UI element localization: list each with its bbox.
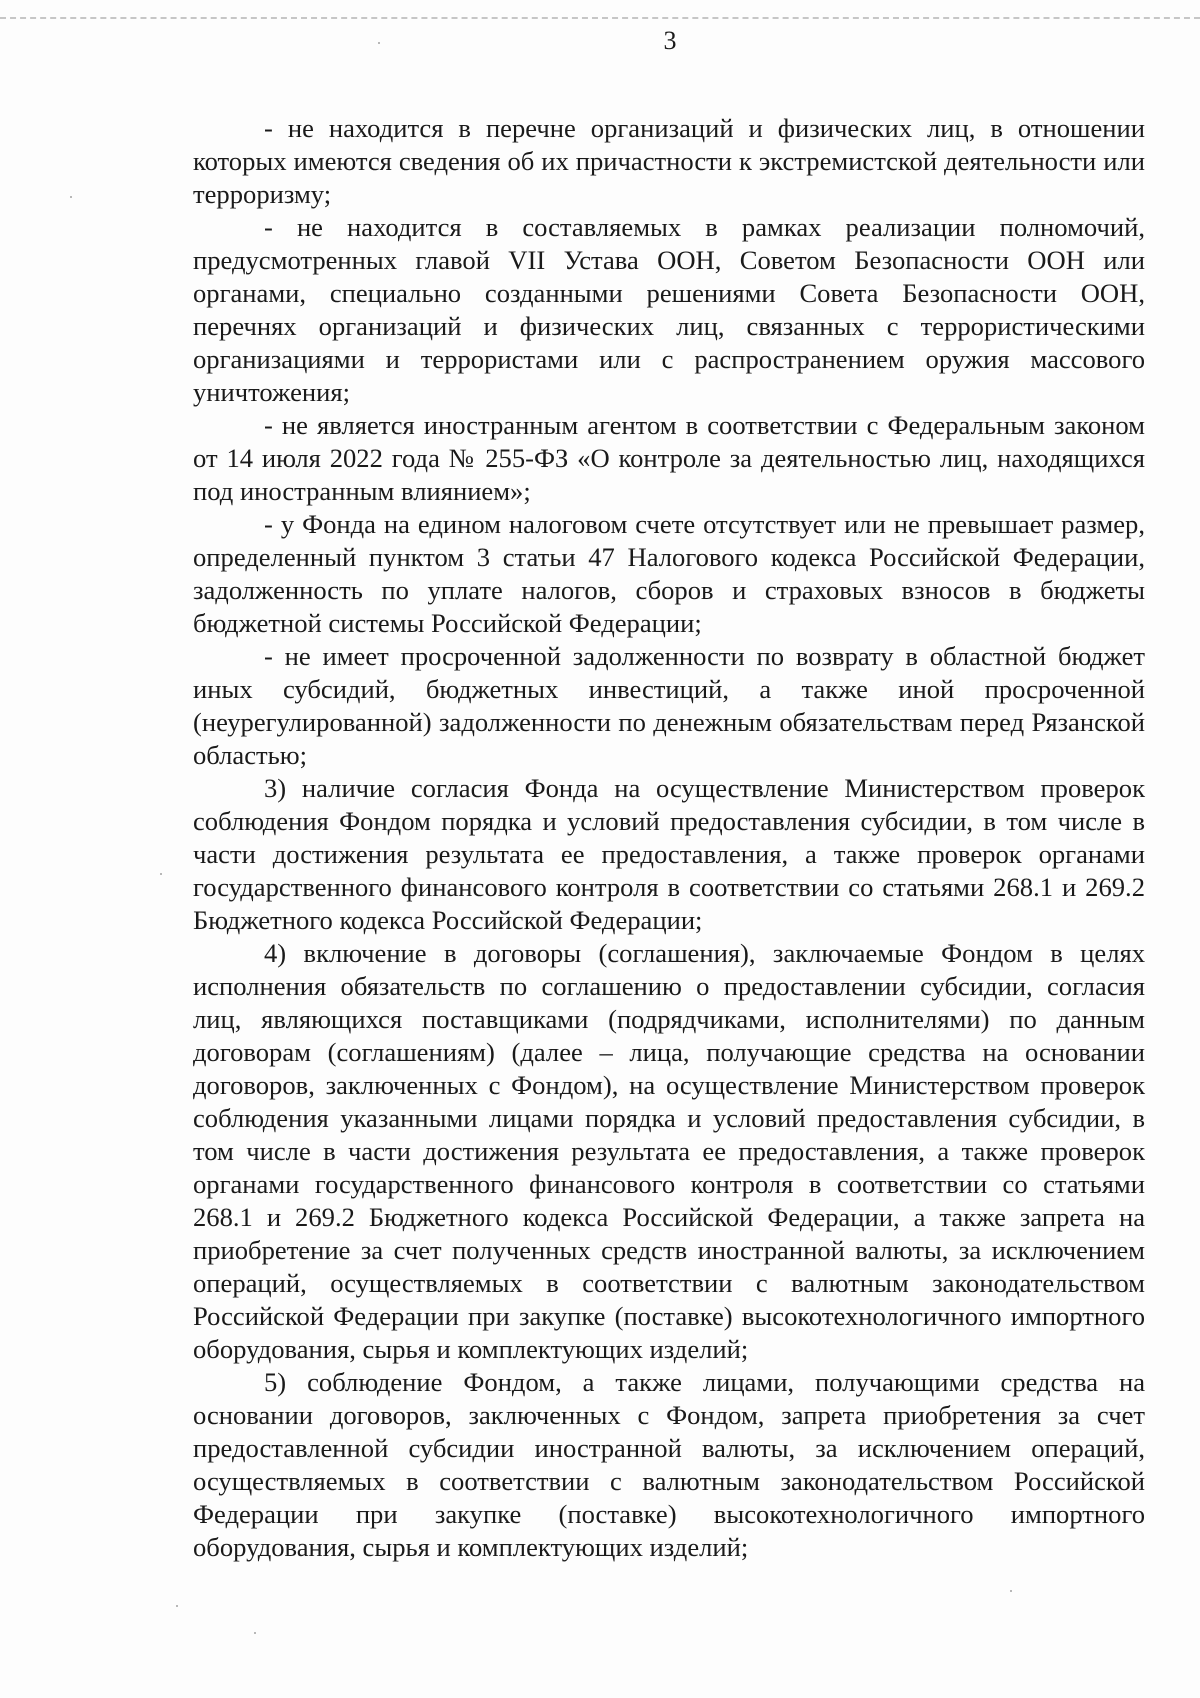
document-body	[193, 112, 1145, 1564]
paragraph-overdue-debt: - не имеет просроченной задолженности по возврату в областной бюджет иных субсидий, бюджетных инвестиций, а также иной просроченной (неурегулированной) задолженности по денежным обязательствам перед Рязанской областью;	[193, 641, 1145, 770]
paragraph-extremism-list: - не находится в перечне организаций и физических лиц, в отношении которых имеются сведения об их причастности к экстремистской деятельности или терроризму;	[193, 113, 1145, 209]
scan-speck	[254, 1632, 256, 1634]
scan-speck	[1010, 1590, 1012, 1592]
scan-speck	[160, 873, 162, 875]
scan-speck	[70, 196, 72, 198]
paragraph-item-5: 5) соблюдение Фондом, а также лицами, получающими средства на основании договоров, заключенных с Фондом, запрета приобретения за счет предоставленной субсидии иностранной валюты, за исключением операций, осуществляемых в соответствии с валютным законодательством Российской Федерации при закупке (поставке) высокотехнологичного импортного оборудования, сырья и комплектующих изделий;	[193, 1367, 1145, 1562]
page-number: 3	[663, 26, 677, 55]
paragraph-item-4: 4) включение в договоры (соглашения), заключаемые Фондом в целях исполнения обязательств по соглашению о предоставлении субсидии, согласия лиц, являющихся поставщиками (подрядчиками, исполнителями) по данным договорам (соглашениям) (далее – лица, получающие средства на основании договоров, заключенных с Фондом), на осуществление Министерством проверок соблюдения указанными лицами порядка и условий предоставления субсидии, в том числе в части достижения результата ее предоставления, а также проверок органами государственного финансового контроля в соответствии со статьями 268.1 и 269.2 Бюджетного кодекса Российской Федерации, а также запрета на приобретение за счет полученных средств иностранной валюты, за исключением операций, осуществляемых в соответствии с валютным законодательством Российской Федерации при закупке (поставке) высокотехнологичного импортного оборудования, сырья и комплектующих изделий;	[193, 938, 1145, 1364]
paragraph-tax-debt: - у Фонда на едином налоговом счете отсутствует или не превышает размер, определенный пунктом 3 статьи 47 Налогового кодекса Российской Федерации, задолженность по уплате налогов, сборов и страховых взносов в бюджеты бюджетной системы Российской Федерации;	[193, 509, 1145, 638]
paragraph-foreign-agent: - не является иностранным агентом в соответствии с Федеральным законом от 14 июля 2022 года № 255-ФЗ «О контроле за деятельностью лиц, находящихся под иностранным влиянием»;	[193, 410, 1145, 506]
scan-speck	[176, 1605, 178, 1607]
scan-top-edge	[0, 17, 1200, 21]
paragraph-item-3: 3) наличие согласия Фонда на осуществление Министерством проверок соблюдения Фондом порядка и условий предоставления субсидии, в том числе в части достижения результата ее предоставления, а также проверок органами государственного финансового контроля в соответствии со статьями 268.1 и 269.2 Бюджетного кодекса Российской Федерации;	[193, 773, 1145, 935]
paragraph-un-sanctions-list: - не находится в составляемых в рамках реализации полномочий, предусмотренных главой VII Устава ООН, Советом Безопасности ООН или органами, специально созданными решениями Совета Безопасности ООН, перечнях организаций и физических лиц, связанных с террористическими организациями и террористами или с распространением оружия массового уничтожения;	[193, 212, 1145, 407]
scan-speck	[378, 42, 380, 44]
